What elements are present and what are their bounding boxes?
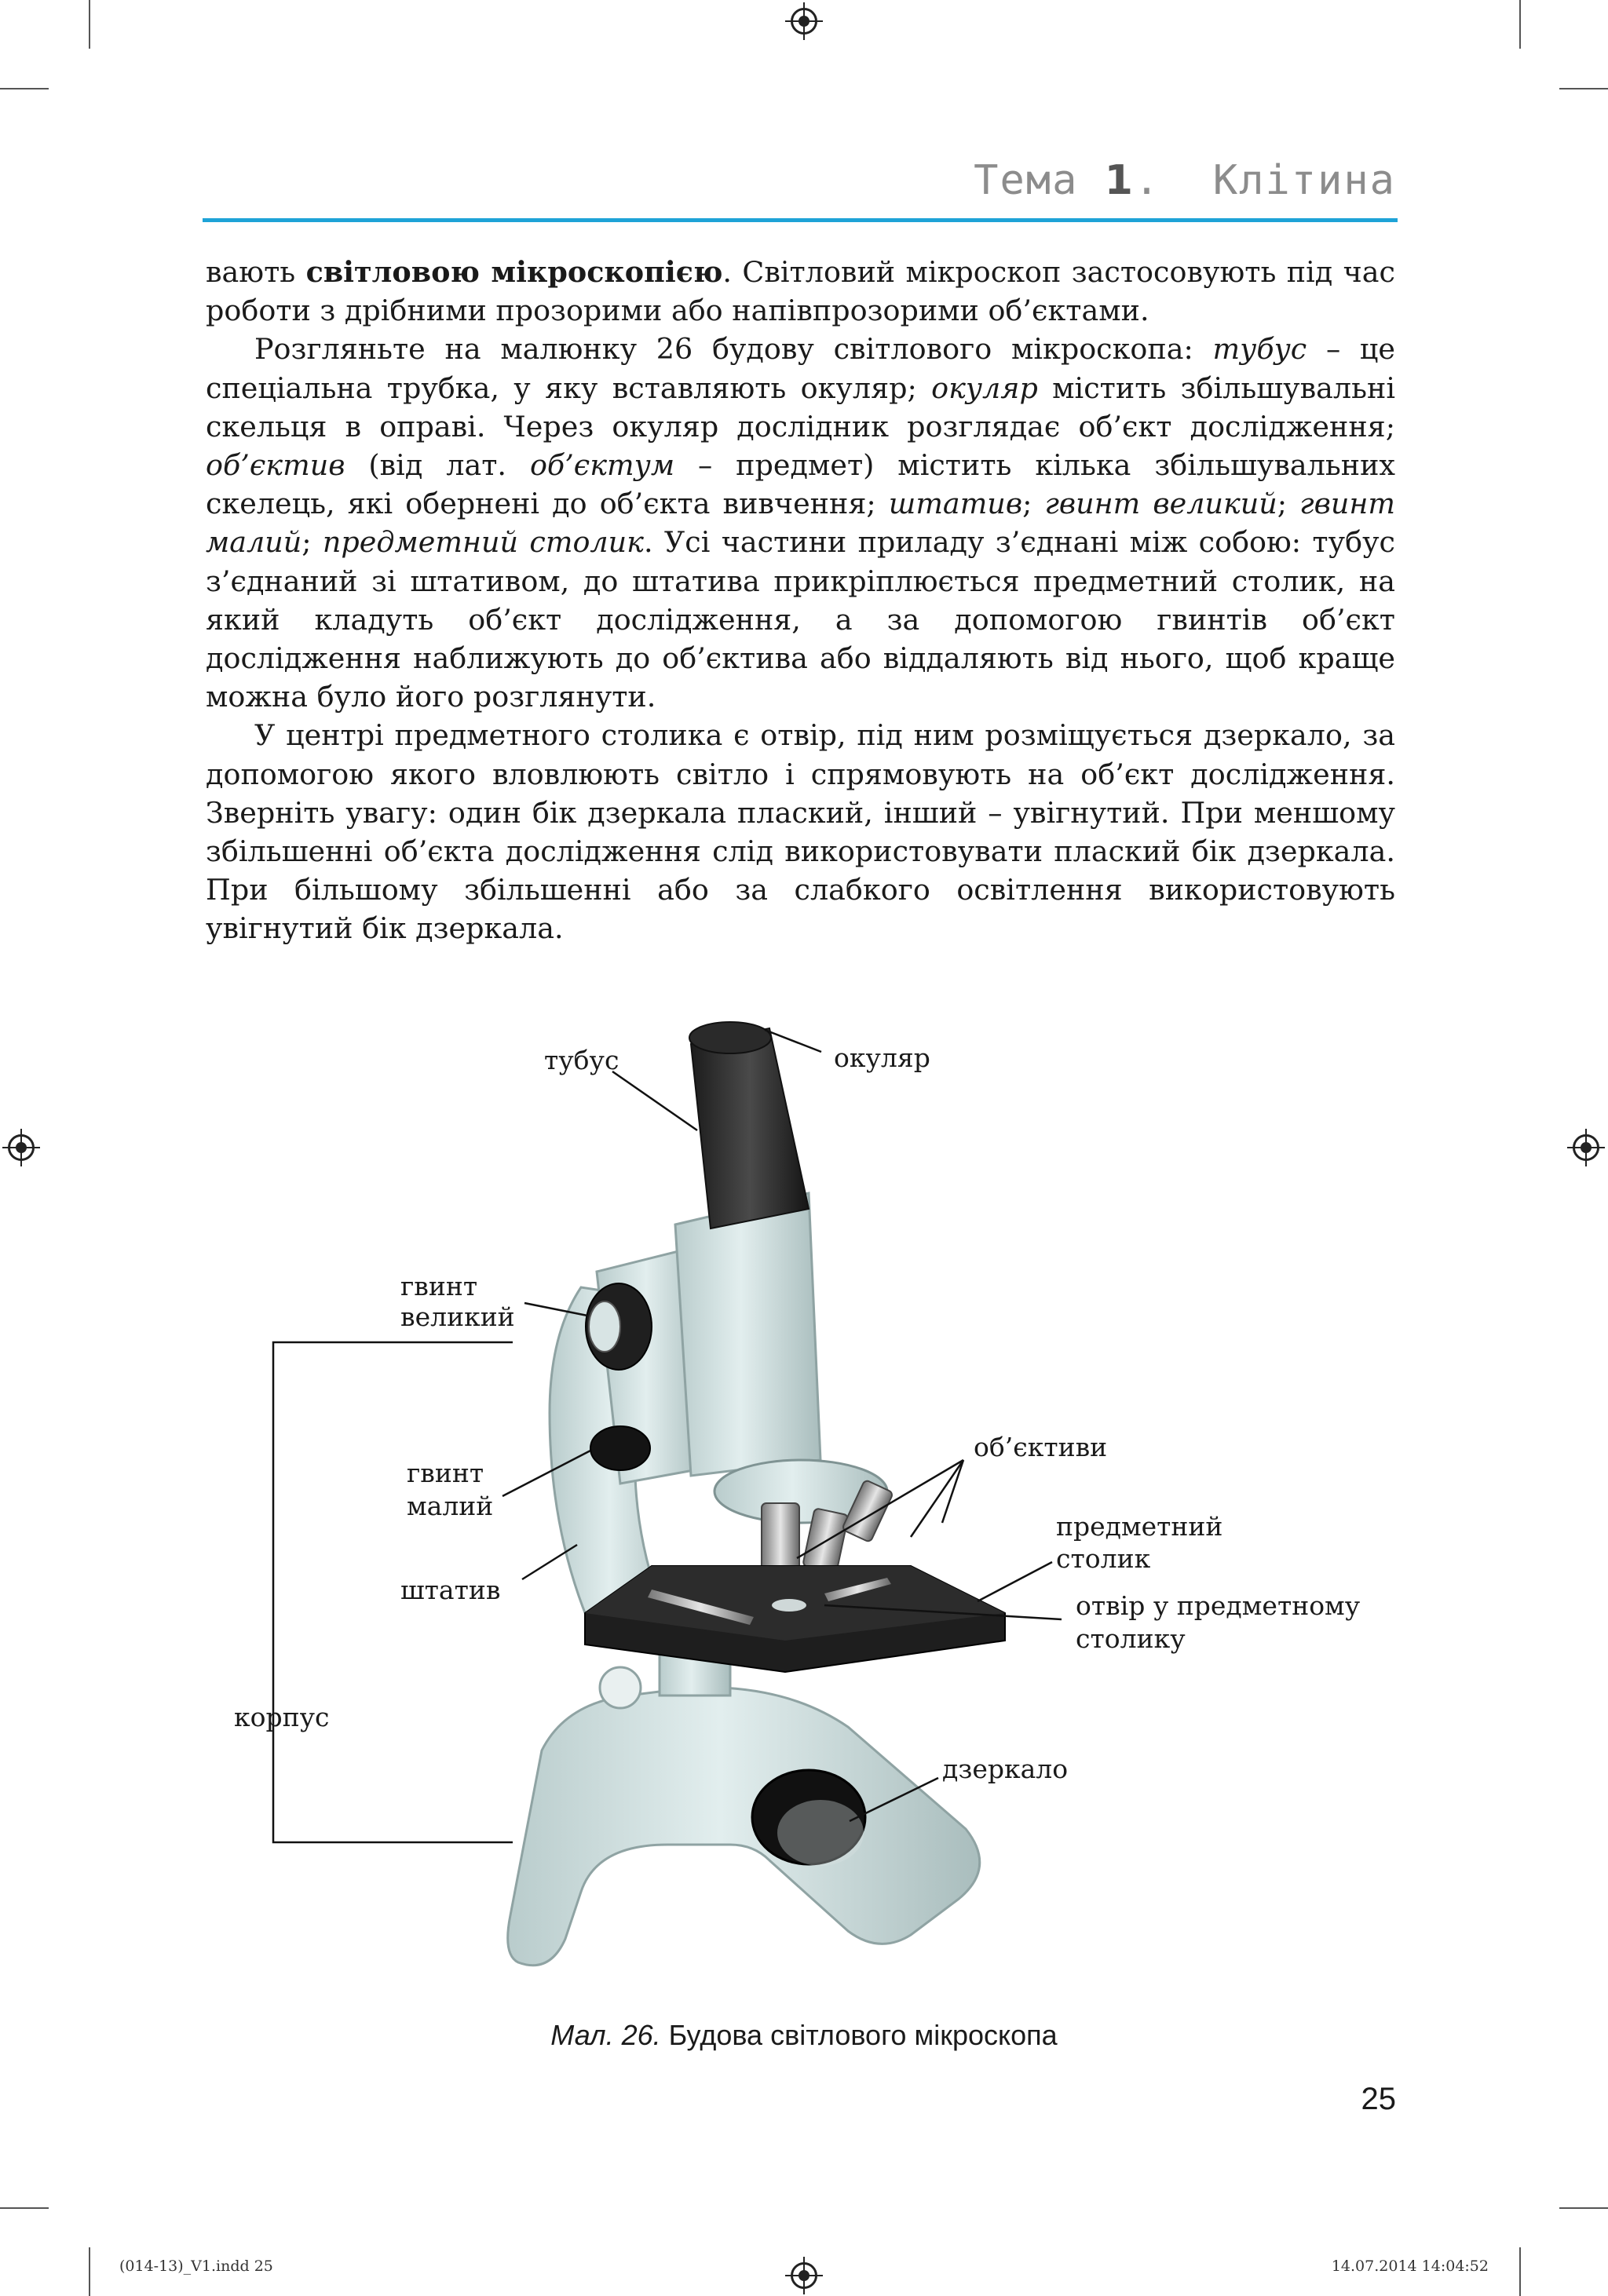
leader-line bbox=[911, 1460, 963, 1537]
label-stolyk: предметний bbox=[1056, 1511, 1223, 1542]
topic-word: Тема bbox=[974, 157, 1079, 204]
slug-right: 14.07.2014 14:04:52 bbox=[1331, 2258, 1489, 2275]
page-number: 25 bbox=[1361, 2082, 1396, 2116]
caption-text: Будова світлового мікроскопа bbox=[660, 2019, 1058, 2051]
label-gvynt-malyi: гвинт bbox=[407, 1458, 484, 1488]
eyepiece-top bbox=[689, 1022, 771, 1053]
term-italic: гвинт великий bbox=[1044, 487, 1277, 521]
slug-left: (014-13)_V1.indd 25 bbox=[119, 2258, 273, 2275]
label-tubus: тубус bbox=[544, 1045, 619, 1075]
caption-number: Мал. 26. bbox=[550, 2019, 661, 2051]
label-gvynt-velykyi: великий bbox=[400, 1301, 515, 1332]
label-gvynt-malyi: малий bbox=[407, 1491, 494, 1521]
microscope-base bbox=[508, 1688, 980, 1966]
eyepiece bbox=[691, 1028, 809, 1228]
objective-lens bbox=[762, 1503, 799, 1574]
label-dzerkalo: дзеркало bbox=[942, 1754, 1069, 1784]
label-stolyk: столик bbox=[1056, 1543, 1151, 1574]
term-italic: гвинт малий bbox=[206, 487, 1396, 560]
leader-line bbox=[978, 1562, 1052, 1601]
term-italic: тубус bbox=[1212, 332, 1307, 367]
paragraph: вають світловою мікроскопією. Світловий мікроскоп застосовують під час роботи з дрібними прозорими або напівпрозорими об’єктами. bbox=[206, 255, 1395, 328]
fine-knob bbox=[590, 1426, 650, 1470]
term-italic: предметний столик bbox=[322, 525, 644, 560]
term-italic: об’єктум bbox=[529, 448, 675, 483]
label-otvir: столику bbox=[1076, 1623, 1186, 1654]
label-shtatyv: штатив bbox=[400, 1575, 501, 1605]
term-italic: штатив bbox=[888, 487, 1023, 521]
stage-hole bbox=[772, 1599, 806, 1612]
label-otvir: отвір у предметному bbox=[1076, 1590, 1361, 1621]
gauge-icon bbox=[600, 1667, 641, 1708]
figure-caption bbox=[0, 2019, 1608, 2052]
term-italic: окуляр bbox=[931, 370, 1038, 405]
label-obiektyvy: об’єктиви bbox=[974, 1432, 1108, 1462]
tubus-body bbox=[675, 1193, 820, 1476]
label-gvynt-velykyi: гвинт bbox=[400, 1271, 478, 1301]
paragraph: Розгляньте на малюнку 26 будову світлового мікроскопа: тубус – це спеціальна трубка, у яку вставляють окуляр; окуляр містить збільшувальні скельця в оправі. Через окуляр дослідник розглядає об’єкт дослідження; об’єктив (від лат. об’єктум – предмет) містить кілька збільшувальних скелець, які обернені до об’єкта вивчення; штатив; гвинт великий; гвинт малий; предметний столик. Усі частини приладу з’єднані між собою: тубус з’єднаний зі штативом, до штатива прикріплюється предметний столик, на який кладуть об’єкт дослідження, а за допомогою гвинтів об’єкт дослідження наближують до об’єктива або віддаляють від нього, щоб краще можна було його розглянути. bbox=[206, 332, 1396, 714]
label-korpus: корпус bbox=[234, 1702, 330, 1732]
topic-title: Клітина bbox=[1212, 157, 1396, 204]
term-bold: світловою мікроскопією bbox=[305, 255, 723, 289]
leader-line bbox=[612, 1071, 697, 1130]
paragraph: У центрі предметного столика є отвір, під ним розміщується дзеркало, за допомогою якого вловлюють світло і спрямовують на об’єкт дослідження. Зверніть увагу: один бік дзеркала плаский, інший – увігнутий. При меншому збільшенні об’єкта дослідження слід використовувати плаский бік дзеркала. При більшому збільшенні або за слабкого освітлення використовують увігнутий бік дзеркала. bbox=[206, 718, 1395, 946]
leader-line bbox=[942, 1460, 963, 1523]
topic-dot: . bbox=[1134, 157, 1161, 204]
topic-number: 1 bbox=[1104, 157, 1135, 204]
label-okuliar: окуляр bbox=[834, 1042, 930, 1073]
term-italic: об’єктив bbox=[206, 448, 345, 483]
